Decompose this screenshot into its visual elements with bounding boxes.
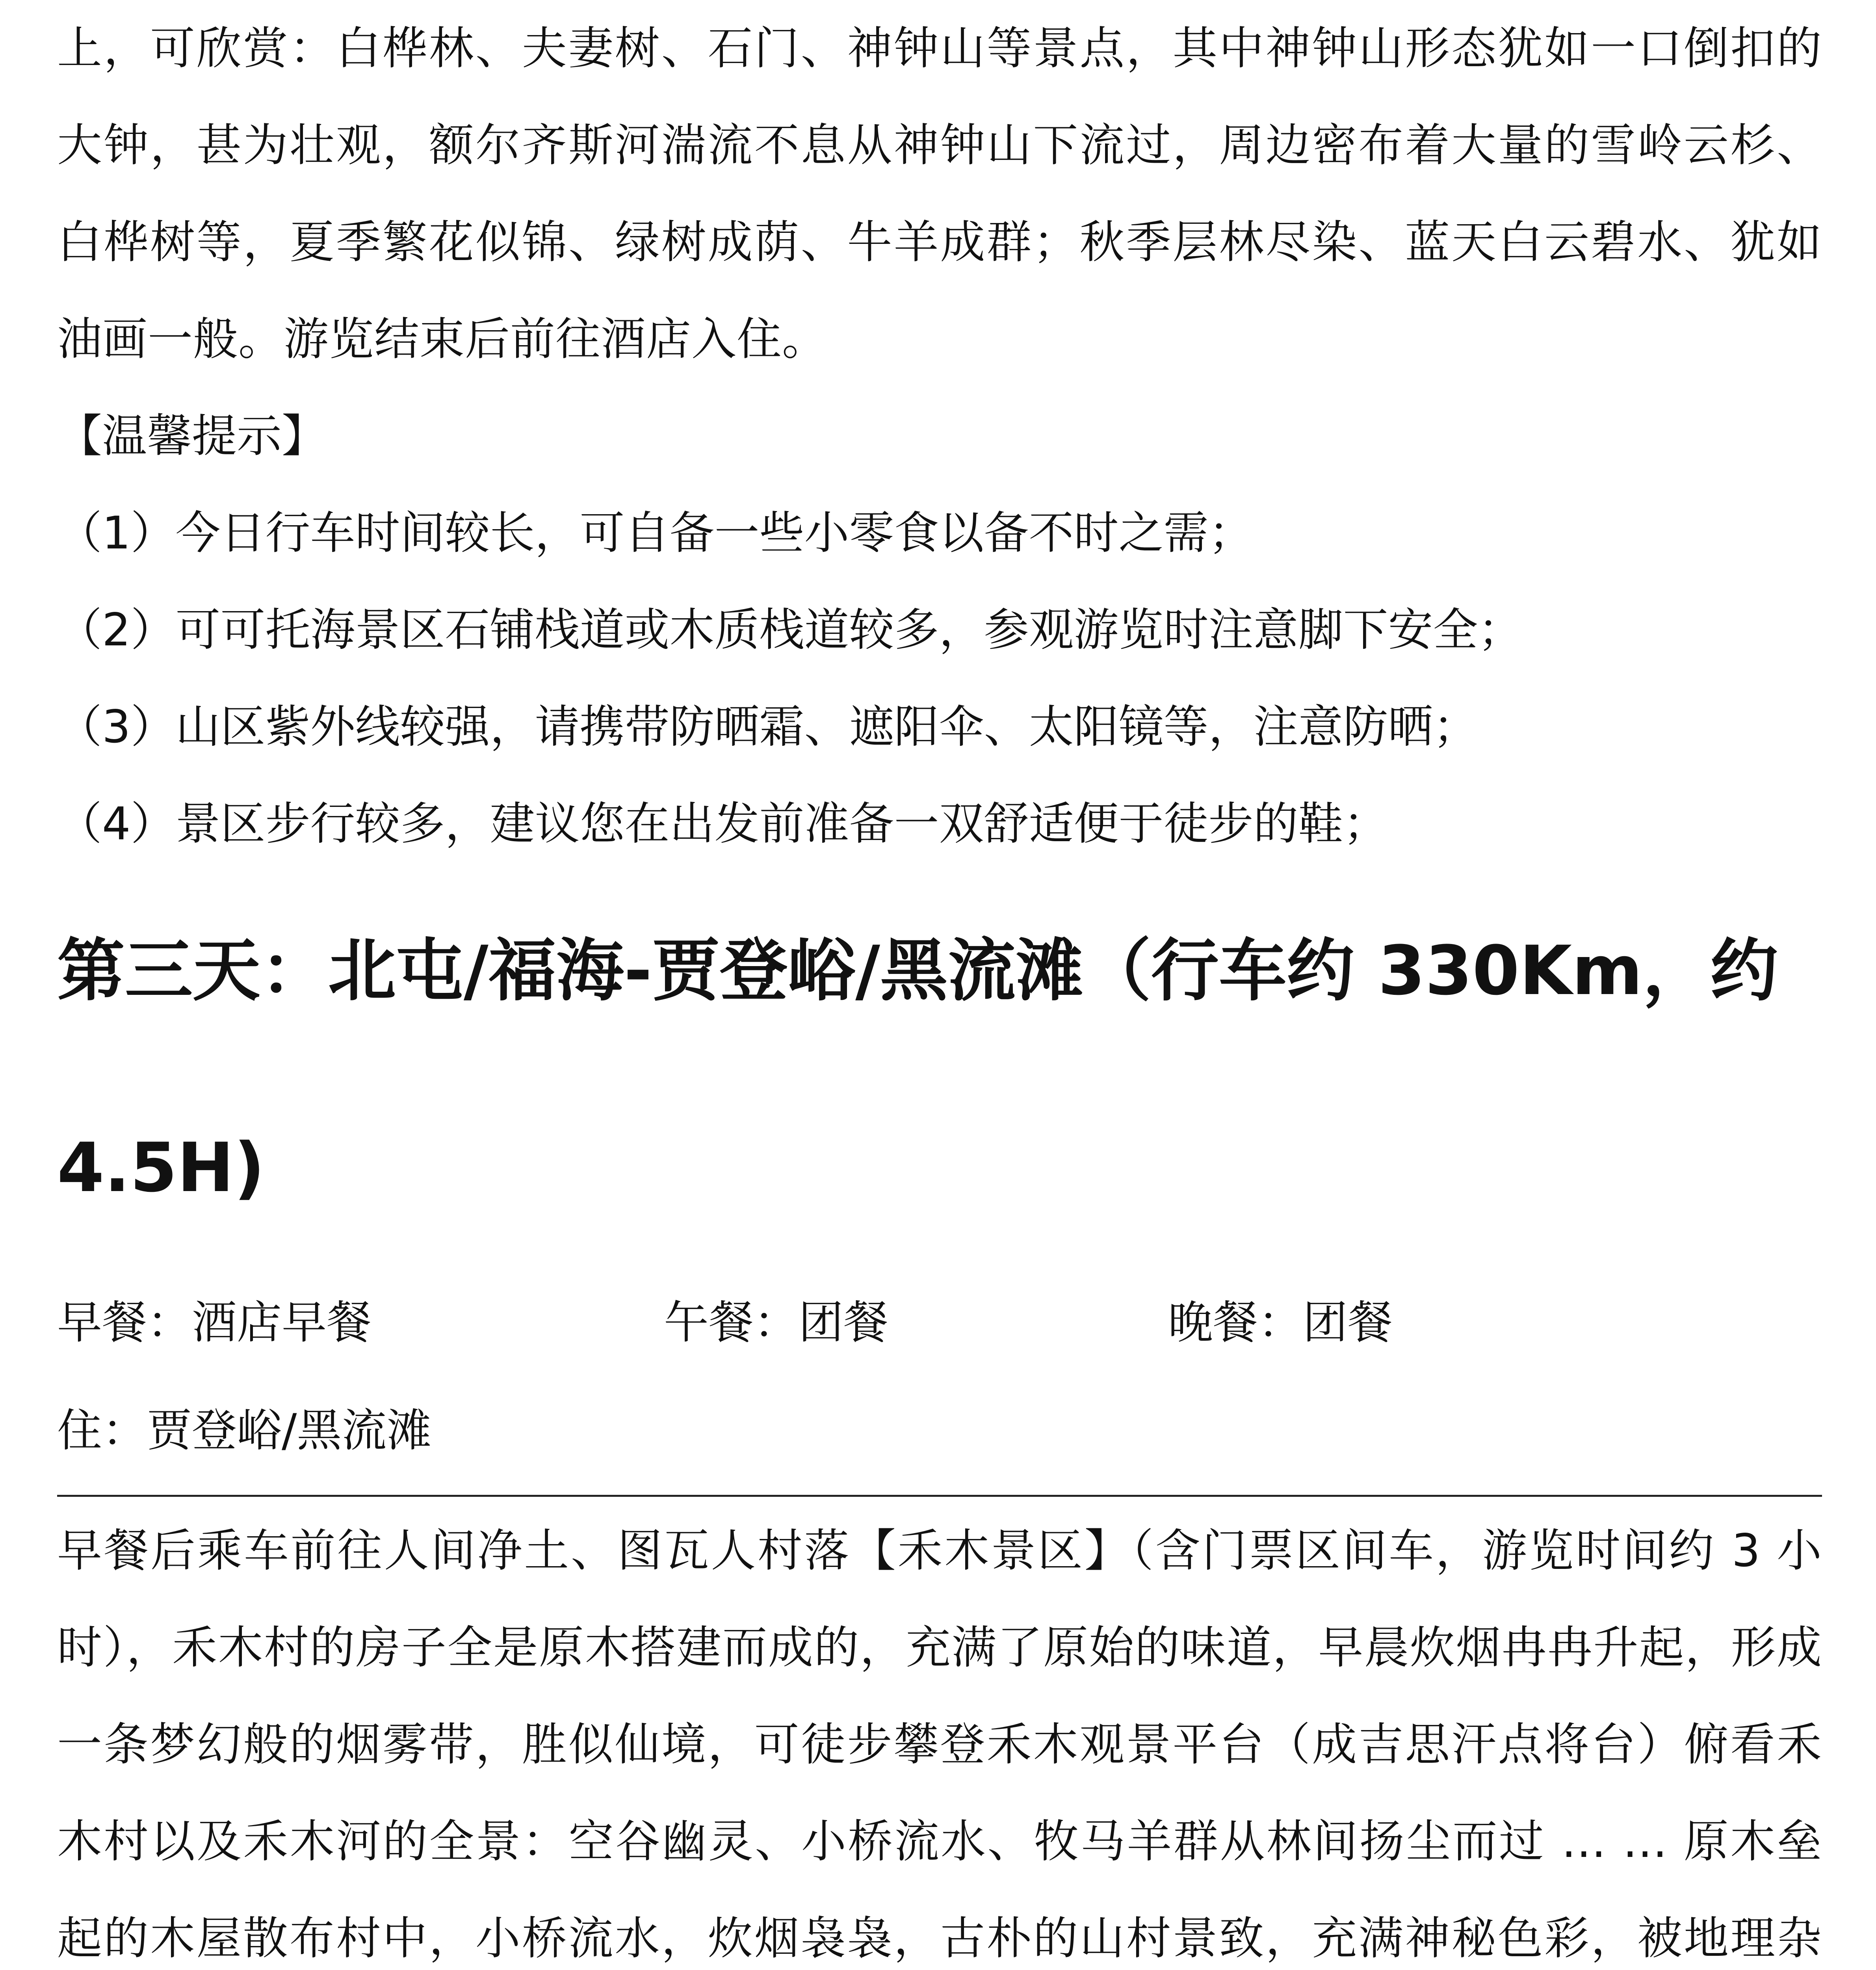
tips-title: 【温馨提示】 [57,410,327,462]
section-divider [57,1495,1822,1497]
tip-item: （4）景区步行较多，建议您在出发前准备一双舒适便于徒步的鞋； [57,797,1388,850]
lunch-info: 午餐：团餐 [664,1296,889,1349]
accommodation-info: 住：贾登峪/黑流滩 [57,1404,432,1457]
day-three-description: 早餐后乘车前往人间净土、图瓦人村落【禾木景区】（含门票区间车，游览时间约 3 小时），禾木村的房子全是原木搭建而成的，充满了原始的味道，早晨炊烟冉冉升起，形成一条梦幻般的烟雾带，胜似仙境，可徒步攀登禾木观景平台（成吉思汗点将台）俯看禾木村以及禾木河的全景：空谷幽灵、小桥流水、牧马羊群从林间扬尘而过 … … 原木垒起的木屋散布村中，小桥流水，炊烟袅袅，古朴的山村景致，充满神秘色彩，被地理杂 [57,1524,1822,1964]
tips-section-1 [57,388,1822,872]
day-three-heading: 第三天：北屯/福海-贾登峪/黑流滩（行车约 330Km，约 4.5H) [57,931,1778,1207]
meals-row [57,1274,1822,1371]
tip-item: （2）可可托海景区石铺栈道或木质栈道较多，参观游览时注意脚下安全； [57,604,1523,656]
intro-paragraph: 上，可欣赏：白桦林、夫妻树、石门、神钟山等景点，其中神钟山形态犹如一口倒扣的大钟，甚为壮观，额尔齐斯河湍流不息从神钟山下流过，周边密布着大量的雪岭云杉、白桦树等，夏季繁花似锦、绿树成荫、牛羊成群；秋季层林尽染、蓝天白云碧水、犹如油画一般。游览结束后前往酒店入住。 [57,22,1822,365]
breakfast-info: 早餐：酒店早餐 [57,1296,372,1349]
document-page [57,0,1822,1970]
tip-item: （1）今日行车时间较长，可自备一些小零食以备不时之需； [57,507,1254,559]
dinner-info: 晚餐：团餐 [1168,1296,1393,1349]
tip-item: （3）山区紫外线较强，请携带防晒霜、遮阳伞、太阳镜等，注意防晒； [57,701,1478,753]
